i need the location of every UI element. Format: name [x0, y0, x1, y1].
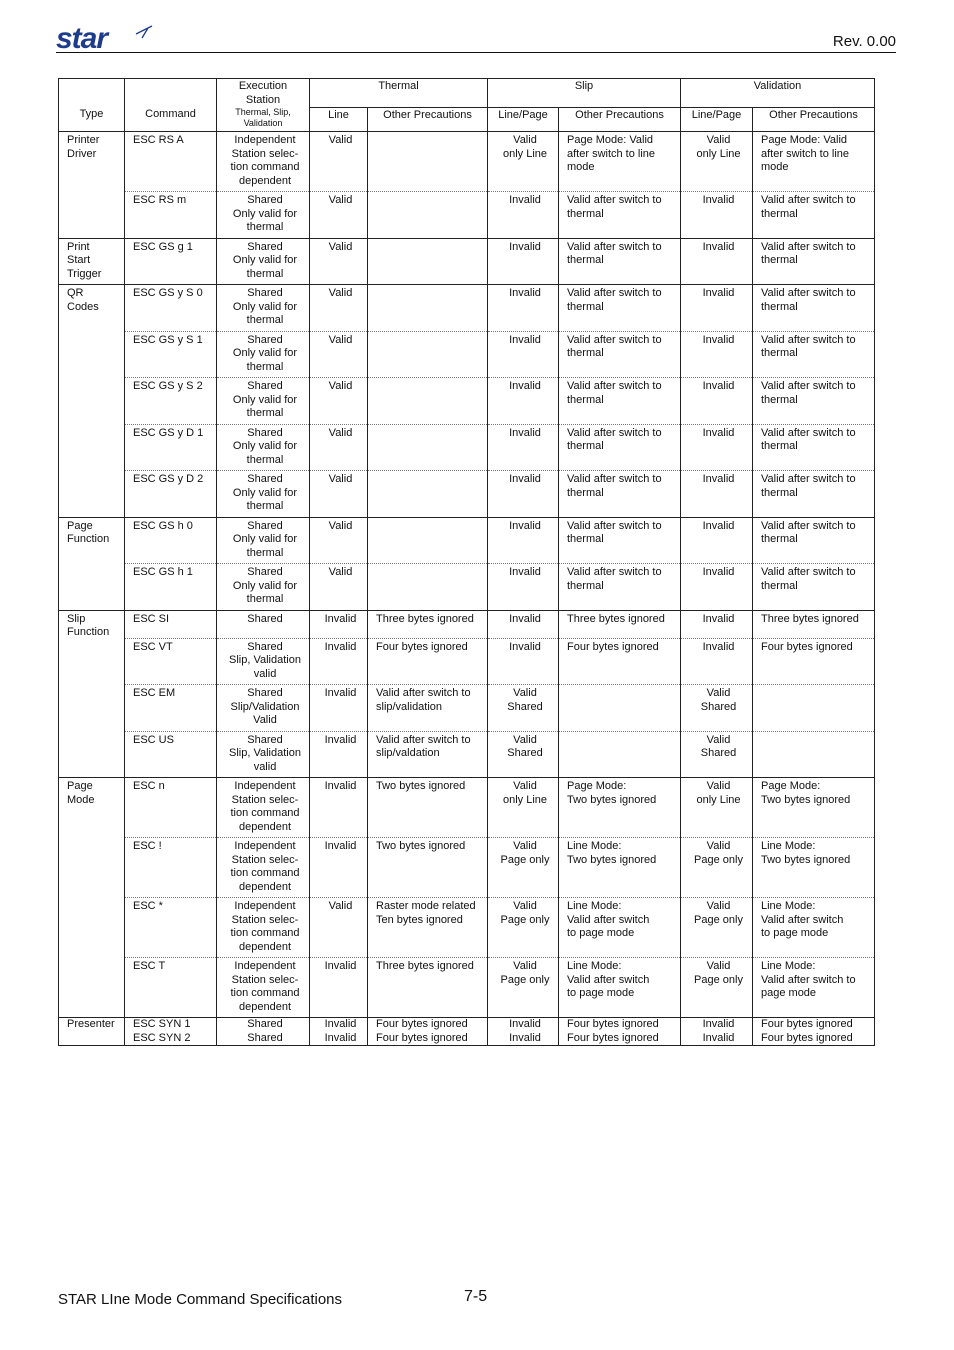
cell-type: Presenter: [59, 1018, 125, 1046]
header-command: Command: [125, 79, 217, 132]
cell-thermal-line: Valid: [310, 192, 368, 239]
cell-thermal-line: Valid: [310, 898, 368, 958]
cell-execution: Independent Station selec- tion command dependent: [217, 132, 310, 192]
cell-validation-linepage: Invalid: [681, 331, 753, 378]
cell-slip-linepage: Valid Shared: [488, 685, 559, 732]
header-thermal-line: Line: [310, 107, 368, 131]
table-row: [59, 898, 875, 958]
cell-command: ESC !: [125, 838, 217, 898]
cell-type: Printer Driver: [59, 132, 125, 239]
table-row: [59, 731, 875, 778]
cell-slip-linepage: Invalid: [488, 564, 559, 611]
cell-slip-linepage: Valid Page only: [488, 898, 559, 958]
cell-command: ESC RS A: [125, 132, 217, 192]
cell-validation-other: Four bytes ignored: [753, 638, 875, 685]
cell-thermal-other: Four bytes ignored: [368, 1018, 488, 1032]
cell-validation-linepage: Invalid: [681, 564, 753, 611]
cell-type: QR Codes: [59, 285, 125, 518]
cell-validation-other: Line Mode: Valid after switch to page mode: [753, 958, 875, 1018]
cell-thermal-other: [368, 238, 488, 285]
cell-slip-linepage: Invalid: [488, 1032, 559, 1046]
header-execution-note: Thermal, Slip, Validation: [235, 107, 291, 128]
cell-thermal-line: Invalid: [310, 778, 368, 838]
cell-validation-other: Valid after switch to thermal: [753, 564, 875, 611]
cell-thermal-other: [368, 331, 488, 378]
cell-execution: Independent Station selec- tion command dependent: [217, 958, 310, 1018]
cell-slip-other: Page Mode: Two bytes ignored: [559, 778, 681, 838]
cell-thermal-other: [368, 378, 488, 425]
cell-validation-linepage: Invalid: [681, 638, 753, 685]
cell-slip-linepage: Invalid: [488, 378, 559, 425]
cell-slip-linepage: Invalid: [488, 638, 559, 685]
header-validation-linepage: Line/Page: [681, 107, 753, 131]
cell-command: ESC VT: [125, 638, 217, 685]
cell-execution: Shared Slip/Validation Valid: [217, 685, 310, 732]
cell-thermal-line: Valid: [310, 424, 368, 471]
cell-thermal-line: Valid: [310, 285, 368, 332]
cell-thermal-other: Three bytes ignored: [368, 610, 488, 638]
cell-command: ESC *: [125, 898, 217, 958]
cell-type: Slip Function: [59, 610, 125, 778]
cell-thermal-other: [368, 285, 488, 332]
cell-thermal-line: Invalid: [310, 610, 368, 638]
cell-command: ESC GS y S 2: [125, 378, 217, 425]
cell-slip-linepage: Invalid: [488, 517, 559, 564]
cell-execution: Shared: [217, 1032, 310, 1046]
cell-validation-other: [753, 685, 875, 732]
cell-slip-linepage: Invalid: [488, 238, 559, 285]
header-validation-other: Other Precautions: [753, 107, 875, 131]
cell-execution: Shared Slip, Validation valid: [217, 731, 310, 778]
cell-execution: Shared Only valid for thermal: [217, 192, 310, 239]
cell-validation-linepage: Invalid: [681, 424, 753, 471]
cell-validation-linepage: Valid Page only: [681, 958, 753, 1018]
cell-slip-other: Valid after switch to thermal: [559, 238, 681, 285]
cell-validation-linepage: Invalid: [681, 378, 753, 425]
cell-validation-linepage: Invalid: [681, 238, 753, 285]
cell-validation-linepage: Valid Page only: [681, 838, 753, 898]
cell-slip-other: Valid after switch to thermal: [559, 331, 681, 378]
cell-command: ESC GS g 1: [125, 238, 217, 285]
cell-slip-linepage: Invalid: [488, 331, 559, 378]
cell-validation-other: Valid after switch to thermal: [753, 285, 875, 332]
cell-slip-linepage: Valid Page only: [488, 838, 559, 898]
cell-command: ESC SI: [125, 610, 217, 638]
star-logo: [56, 24, 156, 52]
cell-thermal-other: Three bytes ignored: [368, 958, 488, 1018]
cell-slip-other: Valid after switch to thermal: [559, 517, 681, 564]
cell-validation-other: Valid after switch to thermal: [753, 378, 875, 425]
cell-thermal-other: [368, 517, 488, 564]
cell-validation-other: Valid after switch to thermal: [753, 192, 875, 239]
cell-command: ESC GS h 1: [125, 564, 217, 611]
cell-command: ESC RS m: [125, 192, 217, 239]
cell-thermal-other: Valid after switch to slip/validation: [368, 685, 488, 732]
cell-thermal-line: Valid: [310, 564, 368, 611]
cell-thermal-line: Invalid: [310, 638, 368, 685]
cell-command: ESC T: [125, 958, 217, 1018]
table-row: [59, 1032, 875, 1046]
cell-slip-other: Valid after switch to thermal: [559, 378, 681, 425]
cell-thermal-line: Invalid: [310, 731, 368, 778]
cell-thermal-other: [368, 192, 488, 239]
table-row: [59, 1018, 875, 1032]
cell-slip-other: Three bytes ignored: [559, 610, 681, 638]
command-table: [58, 78, 875, 1046]
cell-validation-linepage: Invalid: [681, 1018, 753, 1032]
header-rule: [56, 52, 896, 53]
cell-validation-linepage: Valid only Line: [681, 132, 753, 192]
cell-thermal-other: Four bytes ignored: [368, 638, 488, 685]
cell-slip-linepage: Invalid: [488, 610, 559, 638]
header-thermal: Thermal: [310, 79, 488, 108]
cell-thermal-other: Two bytes ignored: [368, 838, 488, 898]
cell-thermal-line: Valid: [310, 378, 368, 425]
cell-validation-linepage: Invalid: [681, 192, 753, 239]
cell-command: ESC GS y S 0: [125, 285, 217, 332]
header-validation: Validation: [681, 79, 875, 108]
cell-execution: Shared Only valid for thermal: [217, 238, 310, 285]
cell-thermal-line: Invalid: [310, 958, 368, 1018]
cell-command: ESC n: [125, 778, 217, 838]
cell-validation-linepage: Valid Shared: [681, 685, 753, 732]
cell-validation-linepage: Invalid: [681, 285, 753, 332]
table-row: [59, 685, 875, 732]
cell-validation-linepage: Invalid: [681, 517, 753, 564]
cell-execution: Shared: [217, 1018, 310, 1032]
cell-command: ESC SYN 1: [125, 1018, 217, 1032]
header-thermal-other: Other Precautions: [368, 107, 488, 131]
cell-validation-other: Valid after switch to thermal: [753, 471, 875, 518]
header-slip-linepage: Line/Page: [488, 107, 559, 131]
cell-thermal-other: [368, 424, 488, 471]
cell-execution: Shared Only valid for thermal: [217, 331, 310, 378]
cell-slip-linepage: Invalid: [488, 285, 559, 332]
cell-validation-other: Three bytes ignored: [753, 610, 875, 638]
cell-validation-linepage: Invalid: [681, 1032, 753, 1046]
table-row: [59, 424, 875, 471]
cell-slip-linepage: Valid only Line: [488, 132, 559, 192]
cell-thermal-other: [368, 564, 488, 611]
cell-validation-linepage: Invalid: [681, 610, 753, 638]
cell-thermal-other: [368, 471, 488, 518]
cell-slip-linepage: Invalid: [488, 192, 559, 239]
cell-slip-other: Line Mode: Two bytes ignored: [559, 838, 681, 898]
cell-slip-linepage: Invalid: [488, 1018, 559, 1032]
cell-type: Print Start Trigger: [59, 238, 125, 285]
table-row: [59, 564, 875, 611]
cell-validation-other: Line Mode: Valid after switch to page mode: [753, 898, 875, 958]
cell-thermal-line: Invalid: [310, 1018, 368, 1032]
header-type: Type: [59, 79, 125, 132]
cell-validation-other: Four bytes ignored: [753, 1018, 875, 1032]
revision-label: Rev. 0.00: [832, 33, 896, 50]
page-number: 7-5: [464, 1288, 488, 1305]
cell-validation-other: Page Mode: Valid after switch to line mode: [753, 132, 875, 192]
table-row: [59, 132, 875, 192]
svg-text:star: star: [56, 24, 108, 52]
cell-slip-other: Line Mode: Valid after switch to page mode: [559, 898, 681, 958]
cell-execution: Independent Station selec- tion command dependent: [217, 898, 310, 958]
cell-thermal-line: Valid: [310, 517, 368, 564]
cell-thermal-line: Invalid: [310, 685, 368, 732]
cell-slip-other: Four bytes ignored: [559, 1032, 681, 1046]
cell-validation-other: Valid after switch to thermal: [753, 517, 875, 564]
cell-validation-other: Valid after switch to thermal: [753, 238, 875, 285]
cell-execution: Shared Only valid for thermal: [217, 378, 310, 425]
cell-validation-linepage: Valid Shared: [681, 731, 753, 778]
cell-slip-linepage: Valid only Line: [488, 778, 559, 838]
cell-slip-linepage: Valid Shared: [488, 731, 559, 778]
table-row: [59, 238, 875, 285]
cell-slip-linepage: Valid Page only: [488, 958, 559, 1018]
cell-command: ESC US: [125, 731, 217, 778]
cell-validation-linepage: Valid only Line: [681, 778, 753, 838]
header-slip-other: Other Precautions: [559, 107, 681, 131]
cell-execution: Shared Only valid for thermal: [217, 471, 310, 518]
cell-slip-other: Valid after switch to thermal: [559, 471, 681, 518]
cell-execution: Shared Only valid for thermal: [217, 564, 310, 611]
cell-execution: Independent Station selec- tion command dependent: [217, 838, 310, 898]
cell-thermal-line: Valid: [310, 331, 368, 378]
cell-thermal-line: Valid: [310, 132, 368, 192]
cell-execution: Shared Only valid for thermal: [217, 424, 310, 471]
cell-execution: Shared Only valid for thermal: [217, 285, 310, 332]
table-row: [59, 610, 875, 638]
table-row: [59, 778, 875, 838]
cell-slip-other: [559, 731, 681, 778]
table-row: [59, 517, 875, 564]
cell-thermal-other: Two bytes ignored: [368, 778, 488, 838]
cell-execution: Shared Slip, Validation valid: [217, 638, 310, 685]
cell-slip-other: Valid after switch to thermal: [559, 424, 681, 471]
cell-slip-other: Valid after switch to thermal: [559, 192, 681, 239]
cell-slip-linepage: Invalid: [488, 471, 559, 518]
table-row: [59, 958, 875, 1018]
cell-thermal-line: Invalid: [310, 1032, 368, 1046]
cell-slip-other: Valid after switch to thermal: [559, 285, 681, 332]
cell-execution: Shared: [217, 610, 310, 638]
cell-validation-other: Page Mode: Two bytes ignored: [753, 778, 875, 838]
cell-execution: Independent Station selec- tion command dependent: [217, 778, 310, 838]
cell-command: ESC GS y D 1: [125, 424, 217, 471]
cell-thermal-other: [368, 132, 488, 192]
table-row: [59, 638, 875, 685]
cell-command: ESC GS y S 1: [125, 331, 217, 378]
cell-validation-linepage: Invalid: [681, 471, 753, 518]
cell-thermal-line: Invalid: [310, 838, 368, 898]
table-row: [59, 378, 875, 425]
cell-slip-other: [559, 685, 681, 732]
table-row: [59, 838, 875, 898]
table-row: [59, 471, 875, 518]
cell-validation-other: Valid after switch to thermal: [753, 331, 875, 378]
cell-thermal-other: Four bytes ignored: [368, 1032, 488, 1046]
table-row: [59, 192, 875, 239]
cell-thermal-other: Raster mode related Ten bytes ignored: [368, 898, 488, 958]
cell-validation-other: Four bytes ignored: [753, 1032, 875, 1046]
header-slip: Slip: [488, 79, 681, 108]
cell-slip-other: Page Mode: Valid after switch to line mode: [559, 132, 681, 192]
table-row: [59, 331, 875, 378]
cell-type: Page Function: [59, 517, 125, 610]
cell-command: ESC EM: [125, 685, 217, 732]
cell-validation-other: Line Mode: Two bytes ignored: [753, 838, 875, 898]
cell-thermal-line: Valid: [310, 238, 368, 285]
cell-type: Page Mode: [59, 778, 125, 1018]
cell-execution: Shared Only valid for thermal: [217, 517, 310, 564]
cell-thermal-other: Valid after switch to slip/valdation: [368, 731, 488, 778]
cell-command: ESC GS h 0: [125, 517, 217, 564]
cell-validation-linepage: Valid Page only: [681, 898, 753, 958]
cell-slip-other: Four bytes ignored: [559, 638, 681, 685]
header-execution: [217, 79, 310, 132]
cell-command: ESC GS y D 2: [125, 471, 217, 518]
cell-slip-other: Valid after switch to thermal: [559, 564, 681, 611]
footer-title: STAR LIne Mode Command Specifications: [58, 1291, 343, 1308]
cell-validation-other: Valid after switch to thermal: [753, 424, 875, 471]
cell-command: ESC SYN 2: [125, 1032, 217, 1046]
cell-slip-other: Line Mode: Valid after switch to page mode: [559, 958, 681, 1018]
table-row: [59, 285, 875, 332]
cell-thermal-line: Valid: [310, 471, 368, 518]
cell-validation-other: [753, 731, 875, 778]
cell-slip-linepage: Invalid: [488, 424, 559, 471]
cell-slip-other: Four bytes ignored: [559, 1018, 681, 1032]
header-execution-station: Execution Station: [238, 80, 288, 106]
